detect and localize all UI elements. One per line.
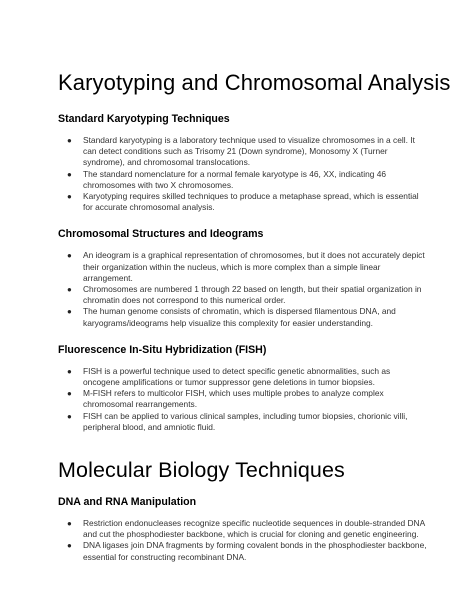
list-item-text: DNA ligases join DNA fragments by forming covalent bonds in the phosphodiester backbone, essential for constructing recombinant DNA. xyxy=(83,540,427,562)
bullet-icon: ● xyxy=(67,169,72,179)
section-title: Molecular Biology Techniques xyxy=(58,458,345,483)
list-item xyxy=(58,518,428,540)
page-title: Karyotyping and Chromosomal Analysis xyxy=(58,70,451,95)
section-standard-karyotyping xyxy=(58,112,428,213)
bullet-icon: ● xyxy=(67,307,72,317)
bullet-icon: ● xyxy=(67,251,72,261)
list-item-text: Chromosomes are numbered 1 through 22 based on length, but their spatial organization in chromatin does not correspond to this numerical order. xyxy=(83,284,422,306)
section-chromosomal-structures xyxy=(58,227,428,328)
list-item xyxy=(58,306,428,328)
bullet-icon: ● xyxy=(67,519,72,529)
bullet-icon: ● xyxy=(67,285,72,295)
list-item-text: M-FISH refers to multicolor FISH, which uses multiple probes to analyze complex chromosomal rearrangements. xyxy=(83,388,384,410)
list-item xyxy=(58,250,428,284)
list-item-text: Standard karyotyping is a laboratory technique used to visualize chromosomes in a cell. It can detect conditions such as Trisomy 21 (Down syndrome), Monosomy X (Turner syndrome), and chromosomal translocations. xyxy=(83,135,415,168)
bullet-icon: ● xyxy=(67,366,72,376)
section-heading: DNA and RNA Manipulation xyxy=(58,496,197,509)
section-heading: Standard Karyotyping Techniques xyxy=(58,113,230,125)
list-item-text: The standard nomenclature for a normal female karyotype is 46, XX, indicating 46 chromosomes with two X chromosomes. xyxy=(83,168,387,190)
bullet-icon: ● xyxy=(67,541,72,551)
list-item-text: Restriction endonucleases recognize specific nucleotide sequences in double-stranded DNA and cut the phosphodiester backbone, which is crucial for cloning and genetic engineering. xyxy=(83,518,425,540)
list-item xyxy=(58,284,428,306)
list-item-text: An ideogram is a graphical representation of chromosomes, but it does not accurately depict their organization within the nucleus, which is more complex than a simple linear arrangement. xyxy=(83,250,425,283)
list-item xyxy=(58,366,428,388)
bullet-list xyxy=(58,250,428,328)
list-item xyxy=(58,169,428,191)
list-item-text: The human genome consists of chromatin, which is dispersed filamentous DNA, and karyograms/ideograms help visualize this complexity for easier understanding. xyxy=(83,306,396,328)
bullet-icon: ● xyxy=(67,411,72,421)
list-item-text: FISH is a powerful technique used to detect specific genetic abnormalities, such as oncogene amplifications or tumor suppressor gene deletions in tumor biopsies. xyxy=(83,365,391,388)
bullet-list xyxy=(58,518,428,563)
list-item xyxy=(58,411,428,433)
list-item xyxy=(58,540,428,562)
bullet-list xyxy=(58,366,428,433)
list-item xyxy=(58,135,428,169)
list-item-text: FISH can be applied to various clinical samples, including tumor biopsies, chorionic villi, peripheral blood, and amniotic fluid. xyxy=(83,410,408,432)
section-dna-rna-manipulation xyxy=(58,495,428,563)
bullet-icon: ● xyxy=(67,192,72,202)
document-page xyxy=(58,70,451,563)
section-heading: Chromosomal Structures and Ideograms xyxy=(58,228,264,241)
section-heading: Fluorescence In-Situ Hybridization (FISH) xyxy=(58,343,267,356)
list-item-text: Karyotyping requires skilled techniques to produce a metaphase spread, which is essential for accurate chromosomal analysis. xyxy=(83,191,419,213)
bullet-list xyxy=(58,135,428,213)
list-item xyxy=(58,191,428,213)
section-fish xyxy=(58,343,428,433)
list-item xyxy=(58,388,428,410)
bullet-icon: ● xyxy=(67,389,72,399)
bullet-icon: ● xyxy=(67,136,72,145)
